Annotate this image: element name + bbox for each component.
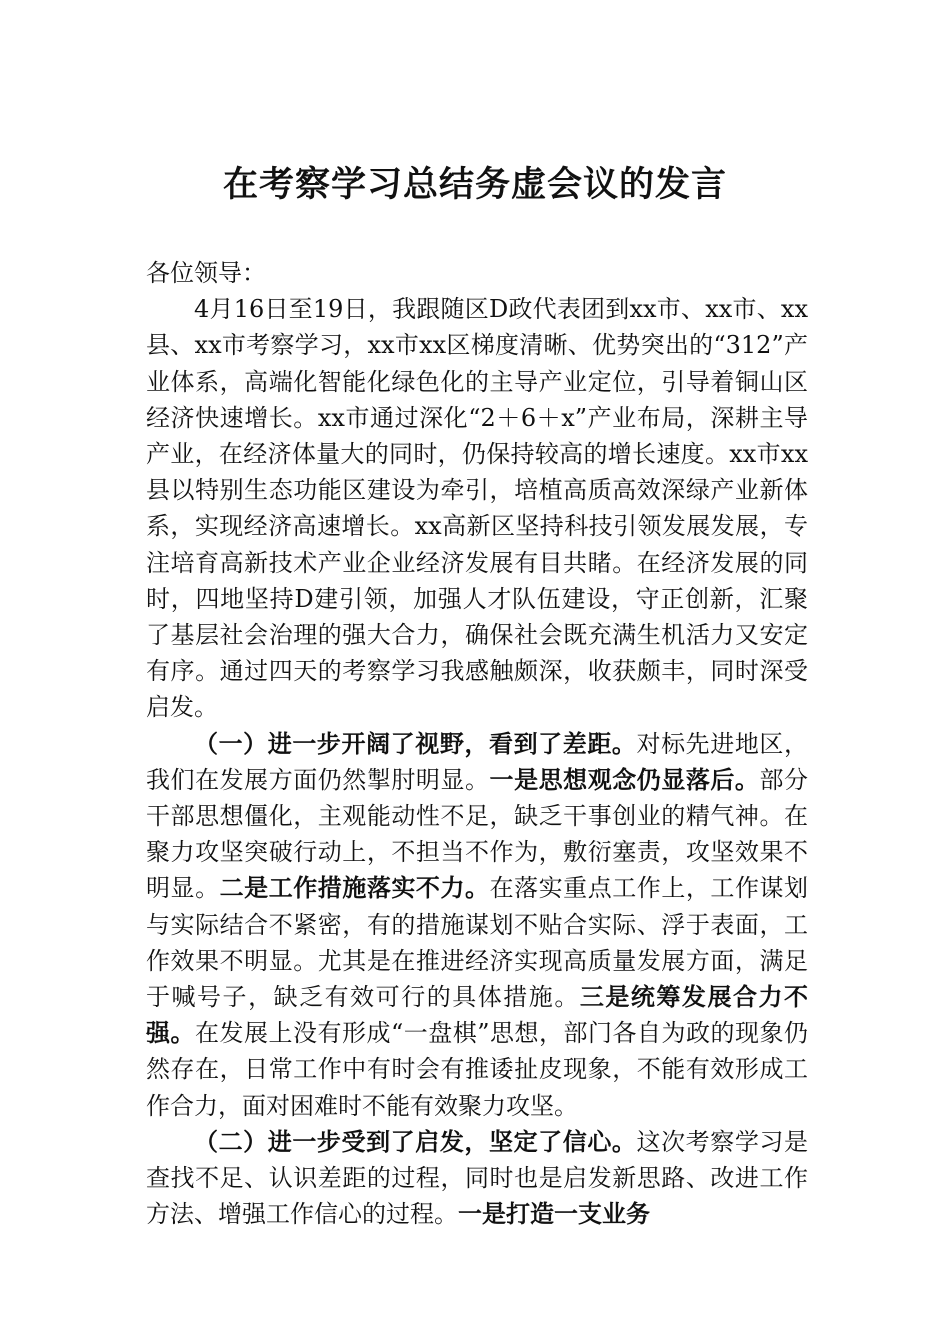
paragraph-section-1 xyxy=(146,726,808,1124)
section-2-point-1: 一是打造一支业务 xyxy=(458,1199,650,1229)
section-1-heading: （一）进一步开阔了视野，看到了差距。 xyxy=(194,729,637,758)
section-1-text-4: 在发展上没有形成“一盘棋”思想，部门各自为政的现象仍然存在，日常工作中有时会有推诿扯皮现象，不能有效形成工作合力，面对困难时不能有效聚力攻坚。 xyxy=(146,1019,808,1120)
salutation: 各位领导： xyxy=(146,259,266,287)
section-1-point-1: 一是思想观念仍显落后。 xyxy=(489,764,760,794)
section-1-text-1: 对标先进地区，我们在发展方面仍然掣肘明显。 xyxy=(146,729,808,794)
document-body xyxy=(146,255,808,1232)
paragraph-intro: 4月16日至19日，我跟随区D政代表团到xx市、xx市、xx县、xx市考察学习，xx市xx区梯度清晰、优势突出的“312”产业体系，高端化智能化绿色化的主导产业定位，引导着铜山区经济快速增长。xx市通过深化“2＋6＋x”产业布局，深耕主导产业，在经济体量大的同时，仍保持较高的增长速度。xx市xx县以特别生态功能区建设为牵引，培植高质高效深绿产业新体系，实现经济高速增长。xx高新区坚持科技引领发展发展，专注培育高新技术产业企业经济发展有目共睹。在经济发展的同时，四地坚持D建引领，加强人才队伍建设，守正创新，汇聚了基层社会治理的强大合力，确保社会既充满生机活力又安定有序。通过四天的考察学习我感触颇深，收获颇丰，同时深受启发。 xyxy=(146,295,808,722)
document-title: 在考察学习总结务虚会议的发言 xyxy=(222,164,727,205)
section-1-point-3: 三是统筹发展合力不强。 xyxy=(146,982,809,1048)
section-1-text-3: 在落实重点工作上，工作谋划与实际结合不紧密，有的措施谋划不贴合实际、浮于表面，工作效果不明显。尤其是在推进经济实现高质量发展方面，满足于喊号子，缺乏有效可行的具体措施。 xyxy=(146,874,809,1012)
section-2-heading: （二）进一步受到了启发，坚定了信心。 xyxy=(194,1127,637,1156)
section-1-point-2: 二是工作措施落实不力。 xyxy=(219,873,490,903)
section-1-text-2: 部分干部思想僵化，主观能动性不足，缺乏干事创业的精气神。在聚力攻坚突破行动上，不担当不作为，敷衍塞责，攻坚效果不明显。 xyxy=(146,765,809,903)
section-2-text-1: 这次考察学习是查找不足、认识差距的过程，同时也是启发新思路、改进工作方法、增强工作信心的过程。 xyxy=(146,1127,808,1229)
paragraph-section-2 xyxy=(146,1124,808,1233)
